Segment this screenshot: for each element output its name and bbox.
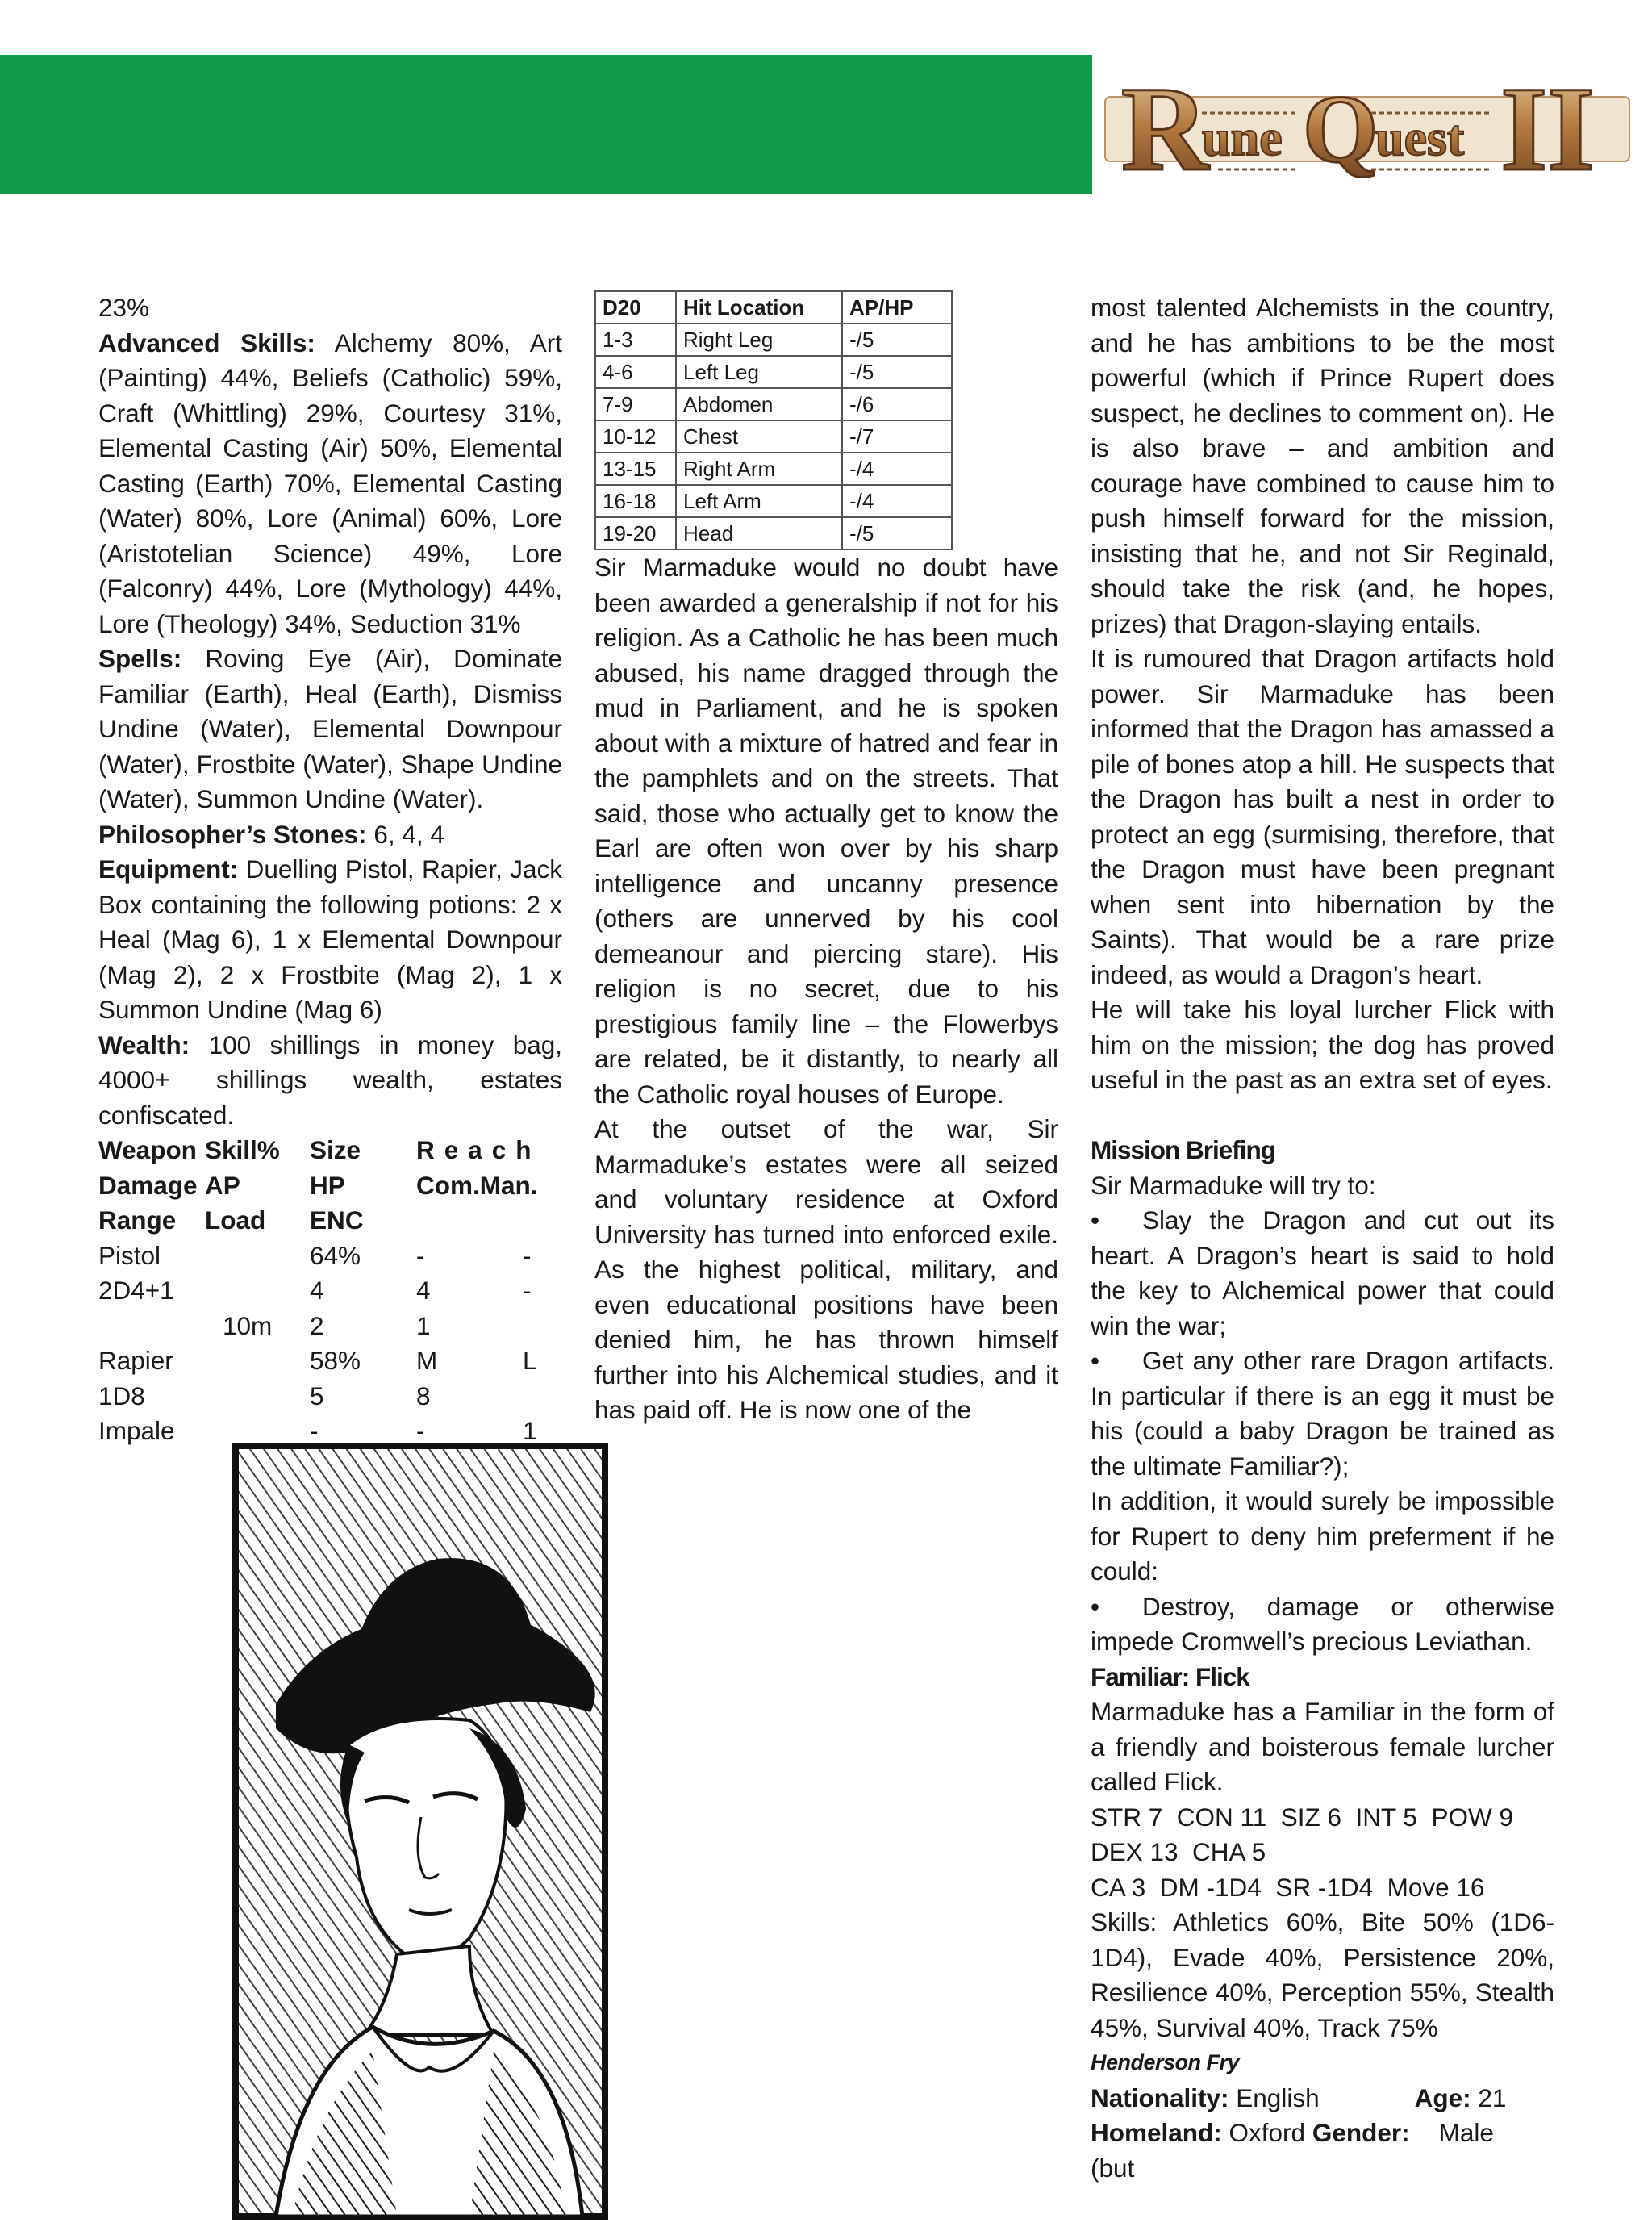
npc-name: Henderson Fry bbox=[1091, 2050, 1240, 2074]
hit-location-table bbox=[594, 290, 953, 550]
homeland-gender: Homeland: Oxford Gender: Male (but bbox=[1091, 2118, 1494, 2183]
hit-table-row: 7-9 Abdomen -/6 bbox=[595, 388, 952, 420]
weapon-table bbox=[98, 1133, 562, 1449]
hit-table-row: 13-15 Right Arm -/4 bbox=[595, 453, 952, 485]
svg-text:une: une bbox=[1202, 109, 1283, 166]
nationality-age: Nationality: English Age: 21 bbox=[1091, 2083, 1507, 2112]
weapon-header-row: Damage AP HP Com.Man. bbox=[98, 1170, 538, 1200]
continued-value: 23% bbox=[98, 293, 150, 322]
stones-text: 6, 4, 4 bbox=[373, 819, 444, 849]
paragraph: most talented Alchemists in the country, and he has ambitions to be the most powerful (which if Prince Rupert does suspect, he declines to comment on). He is also brave – and ambition and courage have combined to cause him to push himself forward for the mission, insisting that he, and not Sir Reginald, should take the risk (and, he hopes, prizes) that Dragon-slaying entails. bbox=[1091, 293, 1554, 638]
column-right bbox=[1091, 290, 1554, 2186]
paragraph: Sir Marmaduke would no doubt have been awarded a generalship if not for his religion. As a Catholic he has been much abused, his name dragged through the mud in Parliament, and he is spoken about with a mixture of hatred and fear in the pamphlets and on the streets. That said, those who actually get to know the Earl are often won over by his sharp intelligence and uncanny presence (others are unnerved by his cool demeanour and piercing stare). His religion is no secret, due to his prestigious family line – the Flowerbys are related, be it distantly, to nearly all the Catholic royal houses of Europe. bbox=[594, 553, 1058, 1109]
weapon-row: Pistol 64% - - bbox=[98, 1240, 532, 1270]
weapon-row: 10m 2 1 bbox=[223, 1310, 431, 1340]
wealth bbox=[98, 1028, 562, 1134]
header-banner bbox=[0, 55, 1092, 194]
spells-text: Roving Eye (Air), Dominate Familiar (Earth), Heal (Earth), Dismiss Undine (Water), Elemental Downpour (Water), Frostbite (Water), Shape Undine (Water), Summon Undine (Water). bbox=[98, 644, 562, 813]
paragraph: At the outset of the war, Sir Marmaduke’s estates were all seized and voluntary residence at Oxford University has turned into enforced exile. As the highest political, military, and even educational positions have been denied him, he has thrown himself further into his Alchemical studies, and it has paid off. He is now one of the bbox=[594, 1114, 1058, 1424]
familiar-skills: Skills: Athletics 60%, Bite 50% (1D6-1D4), Evade 40%, Persistence 20%, Resilience 40%, Perception 55%, Stealth 45%, Survival 40%, Track 75% bbox=[1091, 1907, 1554, 2042]
paragraph: In addition, it would surely be impossible for Rupert to deny him preferment if he could: bbox=[1091, 1486, 1554, 1586]
hit-table-header: D20 Hit Location AP/HP bbox=[595, 291, 952, 324]
spells bbox=[98, 641, 562, 817]
hit-table-row: 16-18 Left Arm -/4 bbox=[595, 485, 952, 517]
bullet-item: • Slay the Dragon and cut out its heart. A Dragon’s heart is said to hold the key to Alchemical power that could win the war; bbox=[1091, 1205, 1554, 1340]
advanced-skills-label: Advanced Skills: bbox=[98, 328, 315, 357]
svg-text:II: II bbox=[1500, 62, 1595, 196]
advanced-skills-text: Alchemy 80%, Art (Painting) 44%, Beliefs (Catholic) 59%, Craft (Whittling) 29%, Courtesy 31%, Elemental Casting (Air) 50%, Elemental Casting (Earth) 70%, Elemental Casting (Water) 80%, Lore (Animal) 60%, Lore (Aristotelian Science) 49%, Lore (Falconry) 44%, Lore (Mythology) 44%, Lore (Theology) 34%, Seduction 31% bbox=[98, 328, 563, 638]
weapon-header-row: Range Load ENC bbox=[98, 1205, 364, 1235]
svg-text:uest: uest bbox=[1375, 109, 1465, 166]
wealth-text: 100 shillings in money bag, 4000+ shillings wealth, estates confiscated. bbox=[98, 1030, 562, 1130]
paragraph: He will take his loyal lurcher Flick with him on the mission; the dog has proved useful in the past as an extra set of eyes. bbox=[1091, 995, 1554, 1094]
equipment bbox=[98, 852, 562, 1028]
familiar-heading: Familiar: Flick bbox=[1091, 1661, 1249, 1691]
stones-label: Philosopher’s Stones: bbox=[98, 819, 367, 849]
familiar-stats: STR 7 CON 11 SIZ 6 INT 5 POW 9 DEX 13 CHA 5 bbox=[1091, 1802, 1528, 1866]
weapon-row: 2D4+1 4 4 - bbox=[98, 1276, 532, 1305]
equipment-label: Equipment: bbox=[98, 854, 239, 884]
paragraph: It is rumoured that Dragon artifacts hold power. Sir Marmaduke has been informed that the Dragon has amassed a pile of bones atop a hill. He suspects that the Dragon has built a nest in order to protect an egg (surmising, therefore, that the Dragon must have been pregnant when sent into hibernation by the Saints). That would be a rare prize indeed, as would a Dragon’s heart. bbox=[1091, 644, 1554, 989]
advanced-skills bbox=[98, 326, 562, 642]
runequest-logo bbox=[1097, 48, 1637, 210]
svg-text:R: R bbox=[1121, 62, 1209, 196]
spells-label: Spells: bbox=[98, 644, 182, 673]
hit-table-row: 1-3 Right Leg -/5 bbox=[595, 324, 952, 356]
bullet-item: • Get any other rare Dragon artifacts. In particular if there is an egg it must be his (could a baby Dragon be trained as the ultimate Familiar?); bbox=[1091, 1346, 1554, 1481]
equipment-text: Duelling Pistol, Rapier, Jack Box containing the following potions: 2 x Heal (Mag 6), 1 x Elemental Downpour (Mag 2), 2 x Frostbite (Mag 2), 1 x Summon Undine (Mag 6) bbox=[98, 854, 562, 1024]
hit-table-row: 19-20 Head -/5 bbox=[595, 517, 952, 549]
familiar-text: Marmaduke has a Familiar in the form of a friendly and boisterous female lurcher called Flick. bbox=[1091, 1697, 1554, 1796]
familiar-combat: CA 3 DM -1D4 SR -1D4 Move 16 bbox=[1091, 1872, 1485, 1902]
portrait-illustration bbox=[227, 1438, 613, 2225]
weapon-row: 1D8 5 8 bbox=[98, 1381, 431, 1410]
weapon-row: Impale - - 1 bbox=[98, 1416, 537, 1445]
hit-table-row: 10-12 Chest -/7 bbox=[595, 420, 952, 453]
weapon-header-row: Weapon Skill% Size Reach bbox=[98, 1135, 541, 1164]
weapon-row: Rapier 58% M L bbox=[98, 1346, 537, 1375]
bullet-item: • Destroy, damage or otherwise impede Cromwell’s precious Leviathan. bbox=[1091, 1591, 1554, 1656]
column-left bbox=[98, 290, 562, 1449]
svg-text:Q: Q bbox=[1303, 75, 1379, 182]
column-middle bbox=[594, 290, 1058, 1428]
philosophers-stones bbox=[98, 817, 562, 853]
mission-intro: Sir Marmaduke will try to: bbox=[1091, 1170, 1376, 1200]
wealth-label: Wealth: bbox=[98, 1030, 190, 1059]
hit-table-row: 4-6 Left Leg -/5 bbox=[595, 356, 952, 388]
mission-briefing-heading: Mission Briefing bbox=[1091, 1135, 1276, 1164]
